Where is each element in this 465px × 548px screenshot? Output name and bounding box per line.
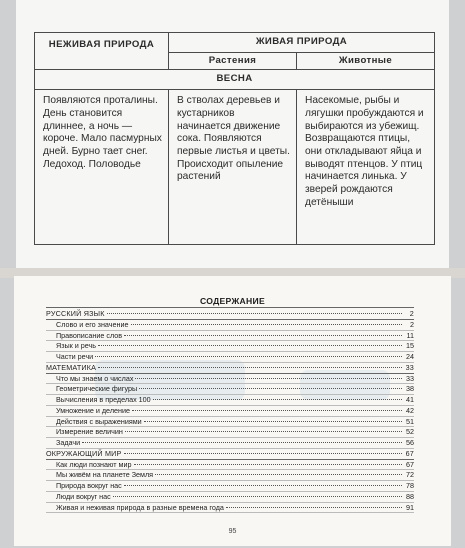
contents-entry-page: 2 [410, 319, 414, 329]
contents-entry-page: 78 [406, 481, 414, 490]
contents-item [46, 460, 414, 470]
contents-item [46, 470, 414, 480]
contents-entry-page: 72 [406, 470, 414, 480]
dot-leader [113, 496, 402, 497]
header-animals: Животные [297, 52, 435, 70]
dot-leader [132, 410, 402, 411]
page-number: 95 [228, 528, 237, 535]
contents-item [46, 406, 414, 416]
contents-entry-page: 2 [409, 309, 414, 318]
contents-entry-title: Люди вокруг нас [56, 491, 111, 501]
contents-top-rule [46, 307, 414, 308]
contents-entry-title: Язык и речь [56, 341, 97, 351]
contents-entry-title: Умножение и деление [56, 405, 130, 415]
contents-entry-page: 33 [406, 373, 414, 383]
contents-entry-page: 42 [406, 405, 414, 415]
contents-item [46, 331, 414, 341]
dot-leader [124, 485, 402, 486]
contents-entry-title: Слово и его значение [56, 319, 129, 329]
contents-entry-page: 51 [406, 416, 414, 426]
contents-entry-page: 15 [406, 341, 414, 351]
dot-leader [139, 388, 402, 389]
dot-leader [134, 464, 402, 465]
contents-item [46, 492, 414, 502]
cell-animals: Насекомые, рыбы и лягушки пробуждаются и выбираются из убежищ. Возвращаются птицы, они откладывают яйца и выводят птенцов. У птиц начинается линька. У зверей рождаются детёныши [297, 90, 435, 245]
contents-entry-page: 24 [406, 352, 414, 361]
contents-item [46, 417, 414, 427]
dot-leader [82, 442, 402, 443]
contents-entry-title: Измерение величин [56, 427, 123, 437]
contents-item [46, 374, 414, 384]
contents-entry-page: 33 [405, 362, 414, 372]
header-living: ЖИВАЯ ПРИРОДА [169, 33, 435, 53]
dot-leader [98, 367, 402, 368]
dot-leader [98, 345, 402, 346]
contents-entry-title: РУССКИЙ ЯЗЫК [46, 309, 105, 318]
header-plants: Растения [169, 52, 297, 70]
contents-entry-title: Живая и неживая природа в разные времена года [56, 502, 224, 512]
dot-leader [135, 378, 402, 379]
contents-entry-title: Что мы знаем о числах [56, 373, 134, 383]
contents-entry-title: Задачи [56, 438, 81, 447]
contents-section [46, 363, 414, 373]
dot-leader [131, 324, 403, 325]
contents-item [46, 427, 414, 437]
contents-item [46, 352, 414, 362]
dot-leader [124, 335, 402, 336]
dot-leader [95, 356, 402, 357]
contents-section [46, 309, 414, 319]
contents-entry-page: 11 [406, 330, 414, 340]
contents-entry-page: 52 [406, 427, 414, 437]
contents-item [46, 341, 414, 351]
dot-leader [124, 453, 403, 454]
contents-entry-title: Мы живём на планете Земля [56, 470, 154, 480]
contents-item [46, 481, 414, 491]
contents-title: СОДЕРЖАНИЕ [199, 296, 266, 306]
contents-entry-title: МАТЕМАТИКА [46, 362, 97, 372]
dot-leader [155, 474, 402, 475]
contents-entry-page: 67 [405, 448, 414, 458]
season-label: ВЕСНА [35, 70, 435, 90]
contents-entry-title: ОКРУЖАЮЩИЙ МИР [46, 448, 122, 458]
contents-item [46, 395, 414, 405]
dot-leader [153, 399, 402, 400]
contents-entry-page: 41 [406, 395, 414, 404]
contents-entry-title: Правописание слов [56, 330, 123, 340]
cell-nonliving: Появляются проталины. День становится длиннее, а ночь — короче. Мало пасмурных дней. Бурно тает снег. Ледоход. Половодье [35, 90, 169, 245]
contents-section [46, 449, 414, 459]
contents-entry-title: Части речи [56, 352, 94, 361]
contents-item [46, 503, 414, 513]
header-nonliving: НЕЖИВАЯ ПРИРОДА [35, 33, 169, 70]
contents-entry-page: 91 [406, 502, 414, 512]
contents-entry-page: 38 [406, 384, 414, 394]
contents-entry-title: Природа вокруг нас [56, 481, 122, 490]
dot-leader [144, 421, 402, 422]
contents-entry-title: Действия с выражениями [56, 416, 142, 426]
contents-item [46, 320, 414, 330]
contents-entry-title: Вычисления в пределах 100 [56, 395, 151, 404]
cell-plants: В стволах деревьев и кустарников начинается движение сока. Появляются первые листья и цветы. Происходит опыление растений [169, 90, 297, 245]
contents-entry-title: Геометрические фигуры [56, 384, 138, 394]
contents-item [46, 438, 414, 448]
contents-entry-page: 56 [406, 438, 414, 447]
contents-entry-page: 67 [406, 459, 414, 469]
contents-row-rule [46, 512, 414, 513]
contents-entry-title: Как люди познают мир [56, 459, 132, 469]
contents-entry-page: 88 [406, 491, 414, 501]
dot-leader [125, 431, 402, 432]
contents-item [46, 384, 414, 394]
dot-leader [226, 507, 402, 508]
dot-leader [107, 313, 402, 314]
